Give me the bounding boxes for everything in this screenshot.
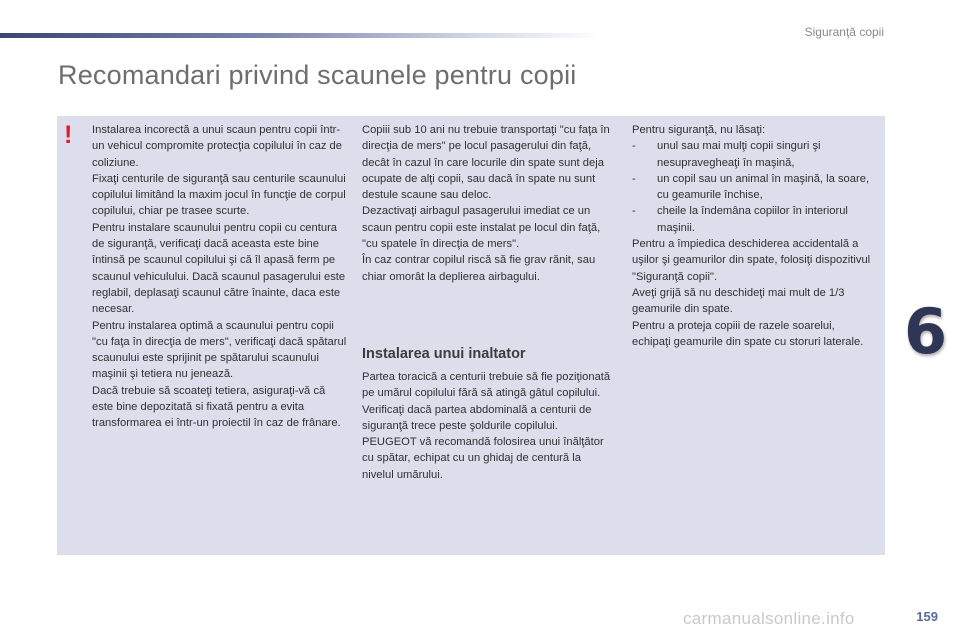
warning-column <box>92 122 347 432</box>
list-item: - unul sau mai mulţi copii singuri şi nesupravegheaţi în maşină, <box>632 138 872 171</box>
paragraph: PEUGEOT vă recomandă folosirea unui înălţător cu spătar, echipat cu un ghidaj de centură la nivelul umărului. <box>362 436 604 481</box>
safety-list <box>632 138 872 236</box>
paragraph: Pentru a împiedica deschiderea accidentală a uşilor şi geamurilor din spate, folosiţi dispozitivul "Siguranţă copii". <box>632 238 871 283</box>
section-title: Siguranţă copii <box>804 25 884 39</box>
paragraph: Pentru a proteja copiii de razele soarelui, echipaţi geamurile din spate cu storuri laterale. <box>632 319 864 348</box>
paragraph: Instalarea incorectă a unui scaun pentru copii într-un vehicul compromite protecţia copilului în caz de coliziune. <box>92 124 342 169</box>
list-item: - cheile la îndemâna copiilor în interiorul maşinii. <box>632 203 872 236</box>
chapter-number: 6 <box>904 295 948 368</box>
paragraph: Pentru instalare scaunului pentru copii cu centura de siguranţă, verificaţi dacă aceasta este bine întinsă pe scaunul copilului şi că îl apasă ferm pe scaunul vehiculului. Dacă scaunul pasagerului este reglabil, deplasaţi scaunul către înainte, daca este necesar. <box>92 221 346 316</box>
exclamation-icon: ! <box>64 121 73 149</box>
booster-section <box>362 346 612 483</box>
page-title: Recomandari privind scaunele pentru copii <box>58 60 577 90</box>
paragraph: În caz contrar copilul riscă să fie grav rănit, sau chiar omorât la deplierea airbagului. <box>362 254 596 283</box>
paragraph: Copiii sub 10 ani nu trebuie transportaţi "cu faţa în direcţia de mers" pe locul pasagerului din faţă, decât în cazul în care locurile din spate sunt deja ocupate de alţi copii, sau dacă în spate nu sunt destule scaune sau deloc. <box>362 124 610 202</box>
watermark: carmanualsonline.info <box>683 609 855 628</box>
paragraph: Verificaţi dacă partea abdominală a centurii de siguranţă trece peste şoldurile copilului. <box>362 403 592 432</box>
paragraph: Partea toracică a centurii trebuie să fie poziţionată pe umărul copilului fără să atingă gâtul copilului. <box>362 371 611 400</box>
right-column <box>632 122 872 350</box>
list-item: - un copil sau un animal în maşină, la soare, cu geamurile închise, <box>632 171 872 204</box>
middle-column <box>362 122 612 285</box>
list-intro: Pentru siguranţă, nu lăsaţi: <box>632 124 766 136</box>
paragraph: Aveţi grijă să nu deschideţi mai mult de 1/3 geamurile din spate. <box>632 286 845 316</box>
section-heading: Instalarea unui inaltator <box>362 346 526 362</box>
page-number: 159 <box>916 609 938 624</box>
header-decor-bar <box>0 33 600 38</box>
paragraph: Pentru instalarea optimă a scaunului pentru copii "cu faţa în direcţia de mers", verificaţi dacă spătarul scaunului este sprijinit pe spătarului scaunului maşinii şi tetiera nu jenează. <box>92 319 347 381</box>
paragraph: Dacă trebuie să scoateţi tetiera, asiguraţi-vă că este bine depozitată si fixată pentru a evita transformarea ei într-un proiectil în caz de frânare. <box>92 384 341 430</box>
paragraph: Dezactivaţi airbagul pasagerului imediat ce un scaun pentru copii este instalat pe locul din faţă, "cu spatele în direcţia de mers". <box>362 205 601 251</box>
paragraph: Fixaţi centurile de siguranţă sau centurile scaunului copilului limitând la maxim jocul în funcţie de corpul copilului, chiar pe trasee scurte. <box>92 172 346 218</box>
